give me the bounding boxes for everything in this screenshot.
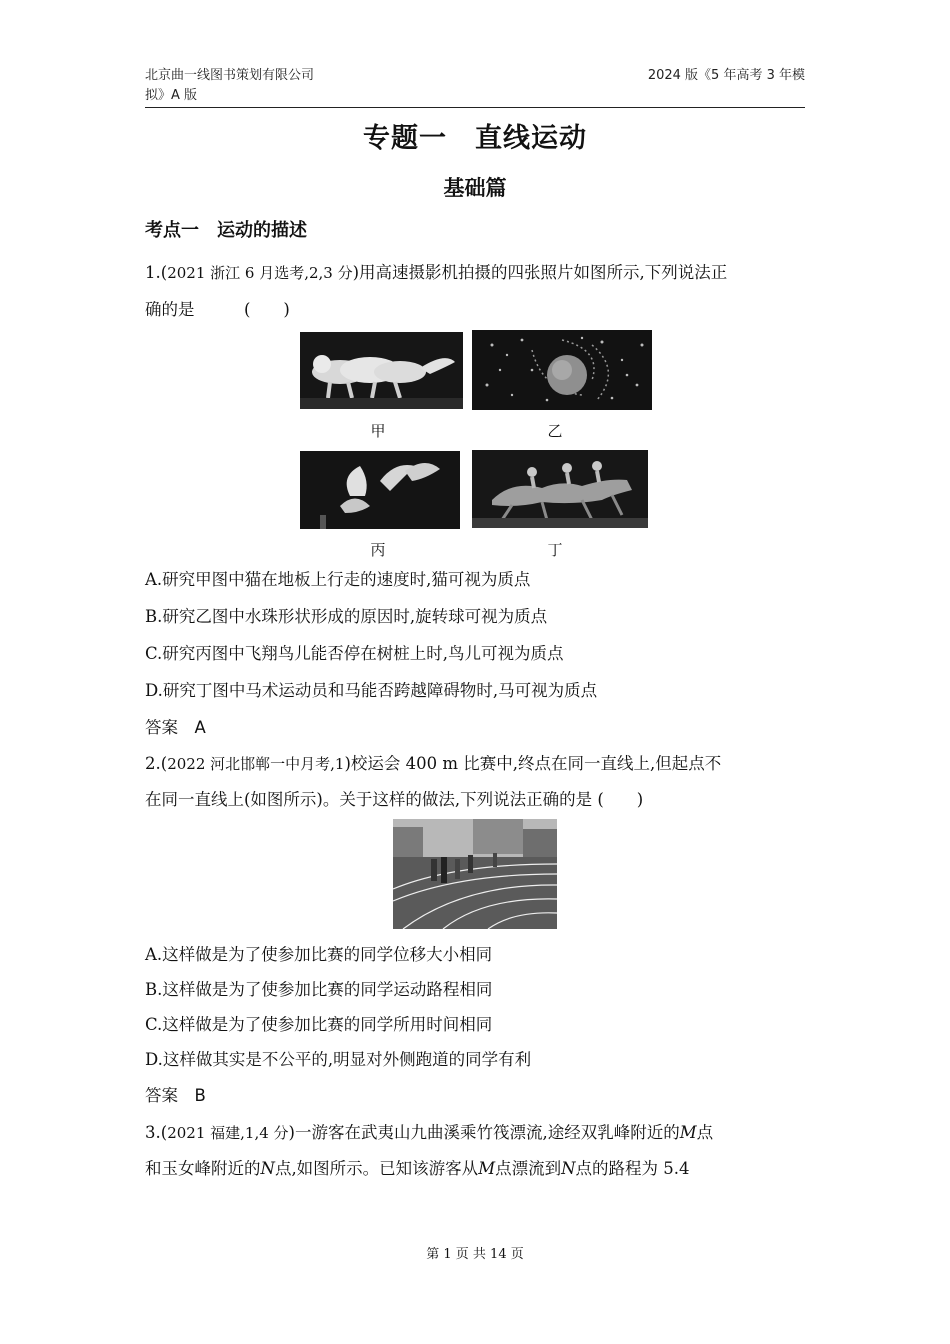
q1-line1: 1.(2021 浙江 6 月选考,2,3 分)用高速摄影机拍摄的四张照片如图所示,下列说法正 — [145, 263, 728, 282]
q3-source: 2021 福建,1,4 分 — [167, 1124, 289, 1142]
q1-line2: 确的是 ( ) — [145, 300, 290, 319]
q1-option-b: B.研究乙图中水珠形状形成的原因时,旋转球可视为质点 — [145, 607, 548, 626]
header-left-line2: 拟》A 版 — [145, 88, 198, 103]
header-company: 北京曲一线图书策划有限公司 — [145, 68, 315, 83]
q1-option-d: D.研究丁图中马术运动员和马能否跨越障碍物时,马可视为质点 — [145, 681, 598, 700]
var-n-2: N — [561, 1159, 576, 1178]
q1-option-a: A.研究甲图中猫在地板上行走的速度时,猫可视为质点 — [145, 570, 531, 589]
photo-birds — [300, 451, 460, 529]
q2-answer: 答案 B — [145, 1086, 206, 1105]
var-m: M — [679, 1123, 697, 1142]
photo-running-track — [393, 819, 557, 929]
q2-line2: 在同一直线上(如图所示)。关于这样的做法,下列说法正确的是 ( ) — [145, 790, 644, 809]
var-m-2: M — [478, 1159, 496, 1178]
header-left — [145, 66, 355, 106]
q1-source: 2021 浙江 6 月选考,2,3 分 — [167, 264, 353, 282]
page-subtitle: 基础篇 — [443, 176, 507, 200]
var-n: N — [260, 1159, 275, 1178]
header-rule — [145, 107, 805, 108]
header-right: 2024 版《5 年高考 3 年模 — [647, 68, 805, 83]
q3-line1: 3.(2021 福建,1,4 分)一游客在武夷山九曲溪乘竹筏漂流,途经双乳峰附近的M点 — [145, 1123, 714, 1142]
photo-cat — [300, 332, 463, 409]
caption-yi: 乙 — [547, 422, 563, 440]
q2-source: 2022 河北邯郸一中月考,1 — [167, 755, 345, 773]
photo-spinning-ball — [472, 330, 652, 410]
q2-line1: 2.(2022 河北邯郸一中月考,1)校运会 400 m 比赛中,终点在同一直线上,但起点不 — [145, 754, 722, 773]
q2-option-b: B.这样做是为了使参加比赛的同学运动路程相同 — [145, 980, 493, 999]
q3-line2: 和玉女峰附近的N点,如图所示。已知该游客从M点漂流到N点的路程为 5.4 — [145, 1159, 690, 1178]
q1-option-c: C.研究丙图中飞翔鸟儿能否停在树桩上时,鸟儿可视为质点 — [145, 644, 564, 663]
q2-option-c: C.这样做是为了使参加比赛的同学所用时间相同 — [145, 1015, 493, 1034]
page-footer: 第 1 页 共 14 页 — [426, 1247, 524, 1262]
section-heading: 考点一 运动的描述 — [145, 220, 307, 241]
caption-bing: 丙 — [370, 541, 386, 559]
q2-option-a: A.这样做是为了使参加比赛的同学位移大小相同 — [145, 945, 493, 964]
q2-option-d: D.这样做其实是不公平的,明显对外侧跑道的同学有利 — [145, 1050, 532, 1069]
caption-ding: 丁 — [547, 541, 563, 559]
page-title: 专题一 直线运动 — [363, 123, 587, 154]
photo-horse — [472, 450, 648, 528]
q1-answer: 答案 A — [145, 718, 206, 737]
caption-jia: 甲 — [370, 422, 386, 440]
